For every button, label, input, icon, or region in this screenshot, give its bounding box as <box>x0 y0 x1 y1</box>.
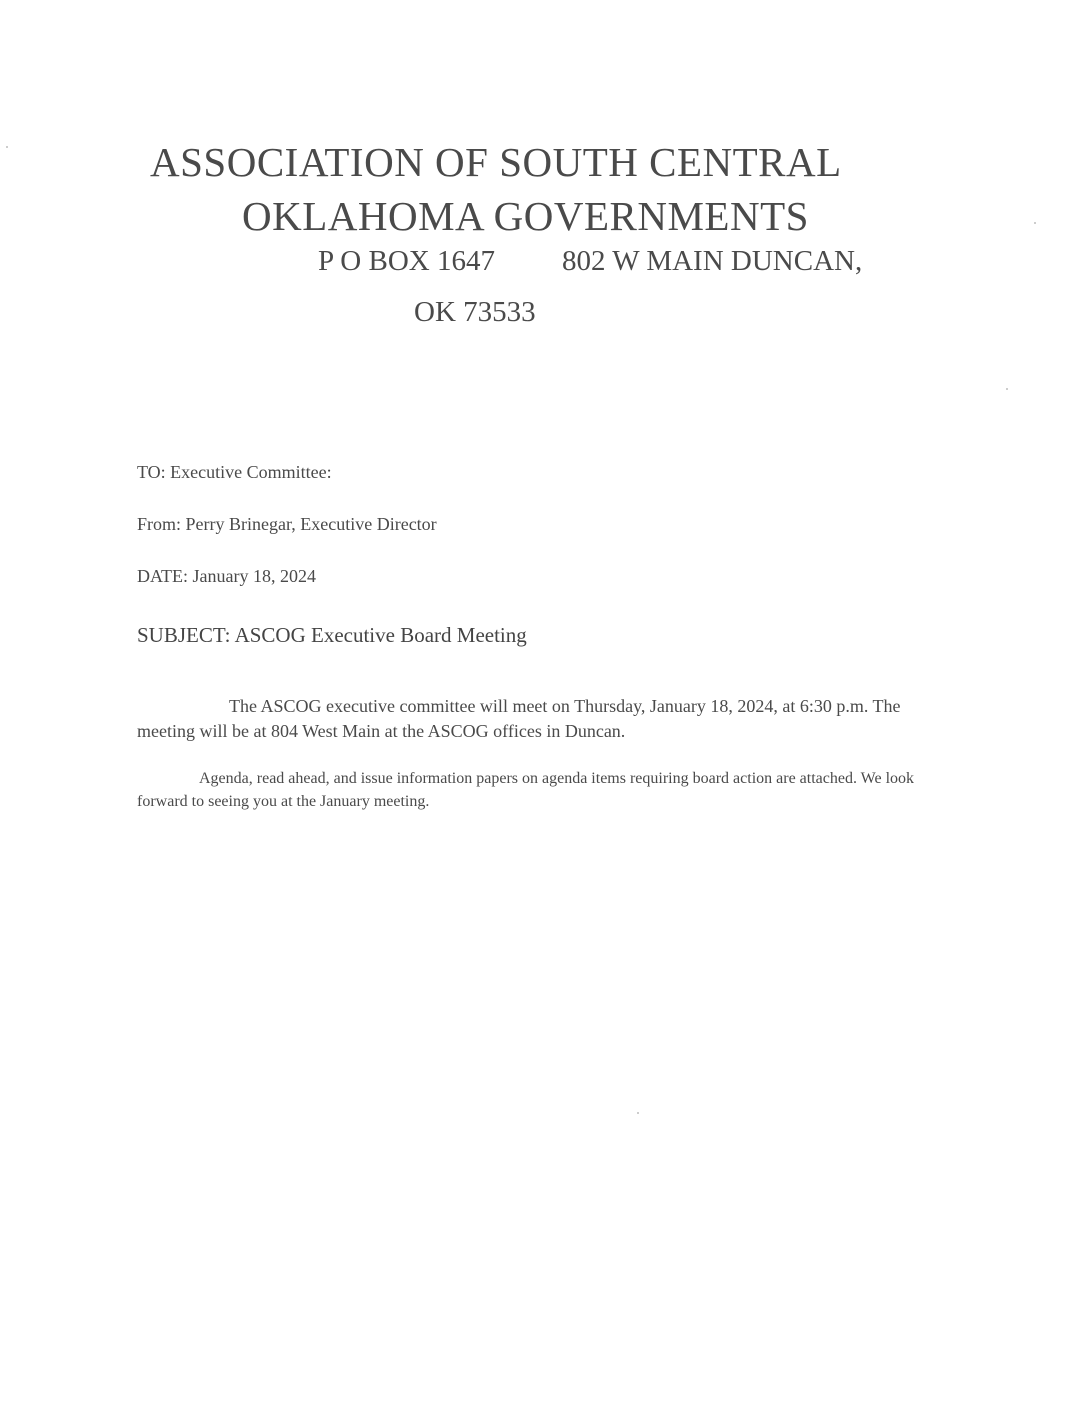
body-paragraph-meeting-details: The ASCOG executive committee will meet on Thursday, January 18, 2024, at 6:30 p.m. The meeting will be at 804 West Main at the ASCOG offices in Duncan. <box>137 696 901 741</box>
organization-name-line1: ASSOCIATION OF SOUTH CENTRAL <box>150 139 842 185</box>
scan-speck <box>6 146 8 148</box>
scan-speck <box>1034 222 1036 224</box>
memo-date: DATE: January 18, 2024 <box>137 566 316 586</box>
po-box-address: P O BOX 1647 <box>318 245 495 277</box>
memo-from: From: Perry Brinegar, Executive Director <box>137 514 437 534</box>
organization-name-line2: OKLAHOMA GOVERNMENTS <box>242 193 809 239</box>
memo-to: TO: Executive Committee: <box>137 462 332 482</box>
street-address: 802 W MAIN DUNCAN, <box>562 245 863 277</box>
body-paragraph-attachments: Agenda, read ahead, and issue information papers on agenda items requiring board action are attached. We look forward to seeing you at the January meeting. <box>137 770 915 810</box>
city-state-zip: OK 73533 <box>414 296 536 328</box>
scan-speck <box>637 1112 639 1114</box>
memo-subject: SUBJECT: ASCOG Executive Board Meeting <box>137 623 527 647</box>
scan-speck <box>1006 388 1008 390</box>
